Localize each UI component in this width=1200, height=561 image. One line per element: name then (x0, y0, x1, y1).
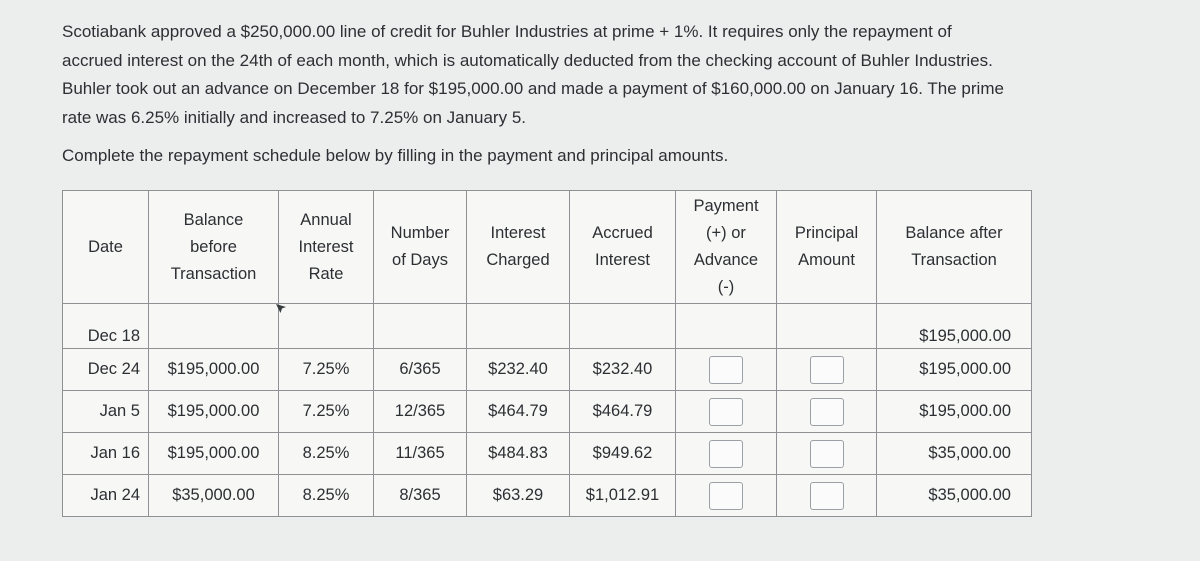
cell-accrued-interest: $464.79 (570, 391, 676, 433)
header-interest-charged: Interest Charged (467, 191, 570, 304)
cell-principal (777, 349, 877, 391)
table-row (63, 433, 1032, 475)
table-row (63, 349, 1032, 391)
payment-input[interactable] (709, 482, 743, 510)
cell-balance-before: $195,000.00 (149, 391, 279, 433)
header-balance-before: Balance before Transaction (149, 191, 279, 304)
cell-rate: 8.25% (279, 433, 374, 475)
cell-date: Jan 5 (63, 391, 149, 433)
cell-rate: 8.25% (279, 475, 374, 517)
cell-interest-charged (467, 304, 570, 349)
cell-balance-before: $195,000.00 (149, 349, 279, 391)
problem-line: rate was 6.25% initially and increased to 7.25% on January 5. (62, 107, 526, 127)
cell-payment (676, 349, 777, 391)
cell-principal (777, 433, 877, 475)
cell-payment (676, 475, 777, 517)
cell-payment (676, 433, 777, 475)
cell-balance-after: $195,000.00 (877, 349, 1032, 391)
principal-input[interactable] (810, 398, 844, 426)
header-date: Date (63, 191, 149, 304)
header-days: Number of Days (374, 191, 467, 304)
cell-interest-charged: $464.79 (467, 391, 570, 433)
cell-rate (279, 304, 374, 349)
payment-input[interactable] (709, 356, 743, 384)
problem-line: Scotiabank approved a $250,000.00 line of credit for Buhler Industries at prime + 1%. It requires only the repayment of (62, 22, 952, 41)
cell-days: 6/365 (374, 349, 467, 391)
cell-accrued-interest: $1,012.91 (570, 475, 676, 517)
table-row (63, 304, 1032, 349)
header-payment: Payment (+) or Advance (-) (676, 191, 777, 304)
cell-principal (777, 304, 877, 349)
cell-days (374, 304, 467, 349)
cell-payment (676, 304, 777, 349)
header-balance-after: Balance after Transaction (877, 191, 1032, 304)
principal-input[interactable] (810, 440, 844, 468)
cell-days: 8/365 (374, 475, 467, 517)
cell-principal (777, 475, 877, 517)
cell-balance-after: $195,000.00 (877, 391, 1032, 433)
mouse-pointer-icon (275, 303, 287, 315)
cell-interest-charged: $484.83 (467, 433, 570, 475)
cell-balance-after: $35,000.00 (877, 475, 1032, 517)
cell-rate: 7.25% (279, 349, 374, 391)
payment-input[interactable] (709, 440, 743, 468)
cell-balance-after: $195,000.00 (877, 304, 1032, 349)
header-annual-rate: Annual Interest Rate (279, 191, 374, 304)
header-principal: Principal Amount (777, 191, 877, 304)
payment-input[interactable] (709, 398, 743, 426)
cell-principal (777, 391, 877, 433)
cell-accrued-interest: $949.62 (570, 433, 676, 475)
cell-accrued-interest (570, 304, 676, 349)
problem-statement (62, 18, 1172, 132)
instruction-text: Complete the repayment schedule below by filling in the payment and principal amounts. (62, 146, 729, 165)
cell-days: 12/365 (374, 391, 467, 433)
cell-balance-before: $35,000.00 (149, 475, 279, 517)
cell-interest-charged: $63.29 (467, 475, 570, 517)
cell-date: Dec 24 (63, 349, 149, 391)
cell-interest-charged: $232.40 (467, 349, 570, 391)
cell-accrued-interest: $232.40 (570, 349, 676, 391)
cell-date: Jan 24 (63, 475, 149, 517)
cell-balance-before (149, 304, 279, 349)
cell-date: Dec 18 (63, 304, 149, 349)
cell-date: Jan 16 (63, 433, 149, 475)
problem-line: Buhler took out an advance on December 18 for $195,000.00 and made a payment of $160,000.00 on January 16. The prime (62, 79, 1004, 98)
repayment-schedule-table (62, 190, 1032, 517)
principal-input[interactable] (810, 356, 844, 384)
table-header-row (63, 191, 1032, 304)
table-row (63, 475, 1032, 517)
problem-line: accrued interest on the 24th of each month, which is automatically deducted from the checking account of Buhler Industries. (62, 50, 993, 70)
cell-payment (676, 391, 777, 433)
cell-balance-before: $195,000.00 (149, 433, 279, 475)
header-accrued-interest: Accrued Interest (570, 191, 676, 304)
cell-days: 11/365 (374, 433, 467, 475)
principal-input[interactable] (810, 482, 844, 510)
table-row (63, 391, 1032, 433)
cell-rate: 7.25% (279, 391, 374, 433)
cell-balance-after: $35,000.00 (877, 433, 1032, 475)
